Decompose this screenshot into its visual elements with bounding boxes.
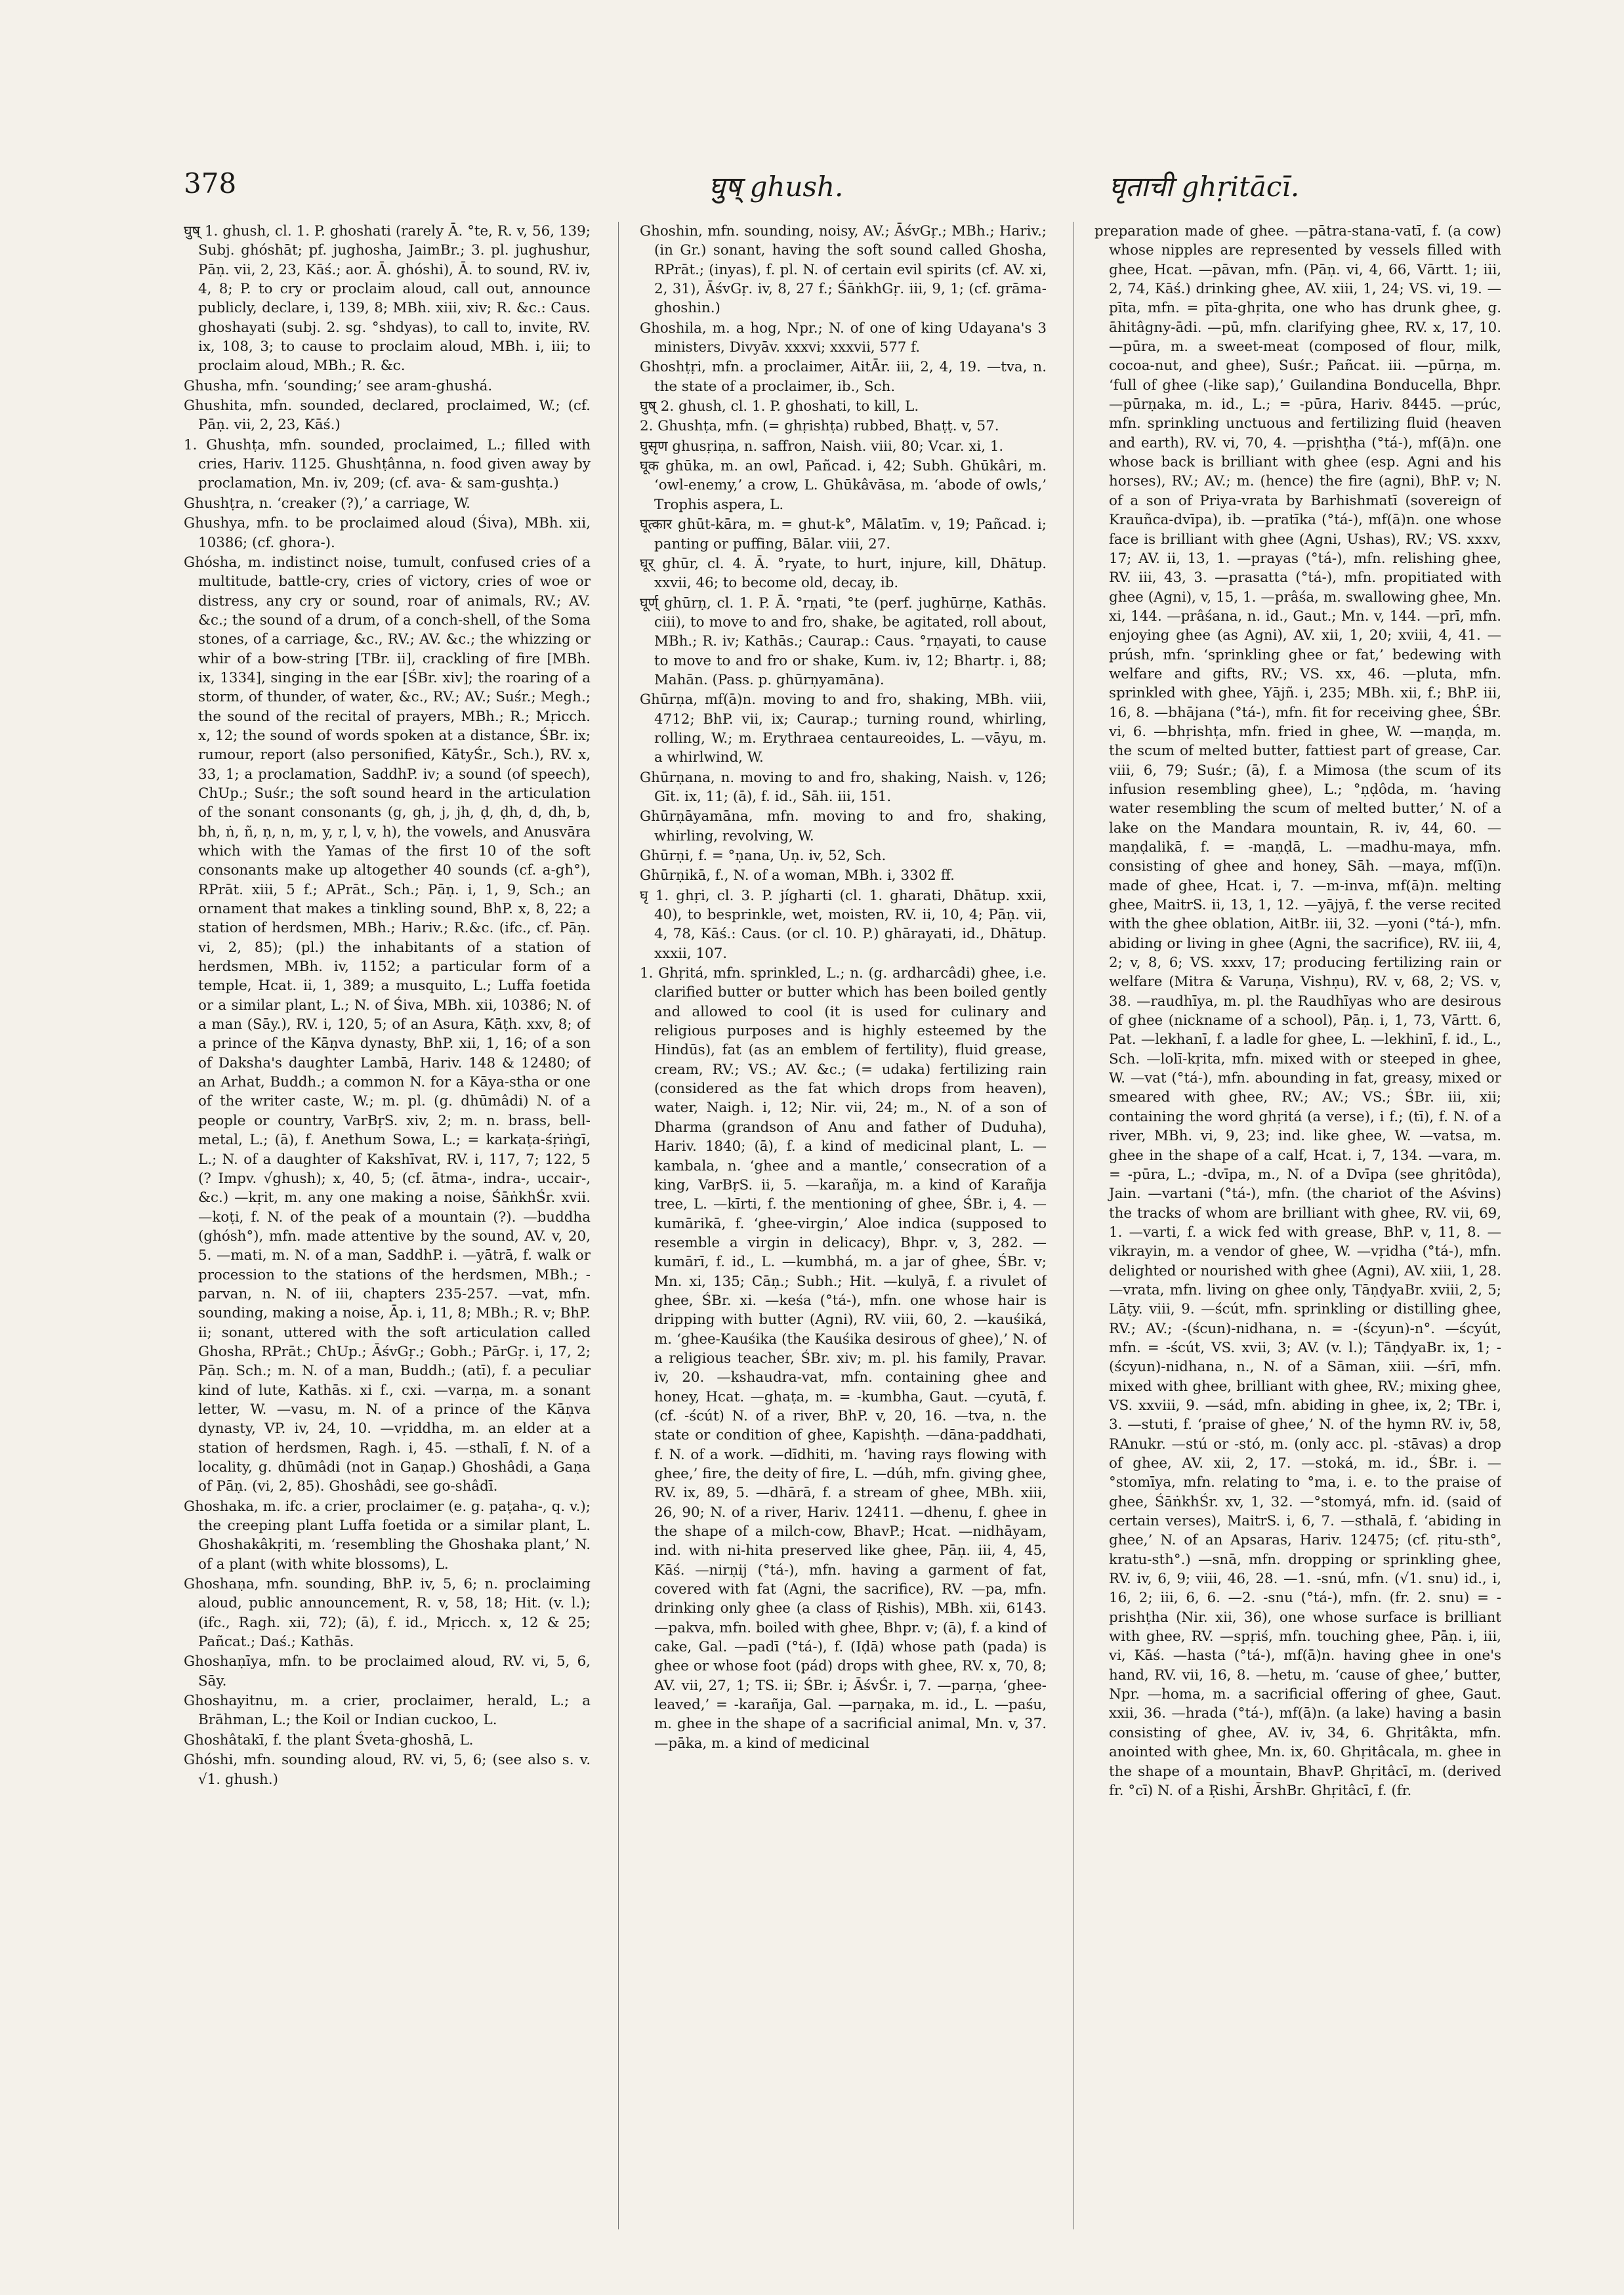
dictionary-entry: 1. Ghushṭa, mfn. sounded, proclaimed, L.; filled with cries, Hariv. 1125. Ghushṭânna, n. food given away by proclamation, Mn. iv, 209; (cf. ava- & sam-gushṭa.) bbox=[184, 436, 591, 492]
dictionary-entry: घुसृण ghusṛiṇa, n. saffron, Naish. viii, 80; Vcar. xi, 1. bbox=[640, 438, 1004, 455]
dictionary-entry: Ghóshi, mfn. sounding aloud, RV. vi, 5, 6; (see also s. v. √1. ghush.) bbox=[184, 1752, 591, 1788]
page-number: 378 bbox=[184, 167, 237, 199]
dictionary-entry: Ghūrṇi, f. = °ṇana, Uṇ. iv, 52, Sch. bbox=[640, 848, 886, 864]
dictionary-entry: घूर्ण् ghūrṇ, cl. 1. P. Ā. °rṇati, °te (perf. jughūrṇe, Kathās. ciii), to move to and fro, shake, be agitated, roll about, MBh.; R. iv; Kathās.; Caurap.: Caus. °rṇayati, to cause to move to and fro or shake, Kum. iv, 12; Bhartṛ. i, 88; Mahān. (Pass. p. ghūrṇyamāna). bbox=[640, 594, 1047, 688]
column-1 bbox=[184, 222, 591, 2229]
dictionary-entry: Ghoshaṇīya, mfn. to be proclaimed aloud, RV. vi, 5, 6, Sāy. bbox=[184, 1653, 591, 1689]
dictionary-entry: घुष् 2. ghush, cl. 1. P. ghoshati, to kill, L. bbox=[640, 398, 919, 415]
dictionary-entry: Ghushṭra, n. ‘creaker (?),’ a carriage, W. bbox=[184, 495, 470, 512]
dictionary-entry: preparation made of ghee. —pātra-stana-vatī, f. (a cow) whose nipples are represented by vessels filled with ghee, Hcat. —pāvan, mfn. (Pāṇ. vi, 4, 66, Vārtt. 1; iii, 2, 74, Kāś.) drinking ghee, AV. xiii, 1, 24; VS. vi, 19. —pīta, mfn. = pīta-ghṛita, one who has drunk ghee, g. āhitâgny-ādi. —pū, mfn. clarifying ghee, RV. x, 17, 10. —pūra, m. a sweet-meat (composed of flour, milk, cocoa-nut, and ghee), Suśr.; Pañcat. iii. —pūrṇa, m. ‘full of ghee (-like sap),’ Guilandina Bonducella, Bhpr. —pūrṇaka, m. id., L.; = -pūra, Hariv. 8445. —prúc, mfn. sprinkling unctuous and fertilizing fluid (heaven and earth), RV. vi, 70, 4. —pṛishṭha (°tá-), mf(ā)n. one whose back is brilliant with ghee (esp. Agni and his horses), RV.; AV.; m. (hence) the fire (agni), BhP. v; N. of a son of Priya-vrata by Barhishmatī (sovereign of Krauñca-dvīpa), ib. —pratīka (°tá-), mf(ā)n. one whose face is brilliant with ghee (Agni, Ushas), RV.; VS. xxxv, 17; AV. ii, 13, 1. —prayas (°tá-), mfn. relishing ghee, RV. iii, 43, 3. —prasatta (°tá-), mfn. propitiated with ghee (Agni), v, 15, 1. —prâśa, m. swallowing ghee, Mn. xi, 144. —prâśana, n. id., Gaut.; Mn. v, 144. —prī, mfn. enjoying ghee (as Agni), AV. xii, 1, 20; xviii, 4, 41. —prúsh, mfn. ‘sprinkling ghee or fat,’ bedewing with welfare and gifts, RV.; VS. xx, 46. —pluta, mfn. sprinkled with ghee, Yājñ. i, 235; MBh. xii, f.; BhP. iii, 16, 8. —bhājana (°tá-), mfn. fit for receiving ghee, ŚBr. vi, 6. —bhṛishṭa, mfn. fried in ghee, W. —maṇḍa, m. the scum of melted butter, fattiest part of grease, Car. viii, 6, 79; Suśr.; (ā), f. a Mimosa (the scum of its infusion resembling ghee), L.; °ṇḍôda, m. ‘having water resembling the scum of melted butter,’ N. of a lake on the Mandara mountain, R. iv, 44, 60. —maṇḍalikā, f. = -maṇḍā, L. —madhu-maya, mfn. consisting of ghee and honey, Sāh. —maya, mf(ī)n. made of ghee, Hcat. i, 7. —m-inva, mf(ā)n. melting ghee, MaitrS. ii, 13, 1, 12. —yājyā, f. the verse recited with the ghee oblation, AitBr. iii, 32. —yoni (°tá-), mfn. abiding or living in ghee (Agni, the sacrifice), RV. iii, 4, 2; v, 8, 6; VS. xxxv, 17; producing fertilizing rain or welfare (Mitra & Varuṇa, Vishṇu), RV. v, 68, 2; VS. v, 38. —raudhīya, m. pl. the Raudhīyas who are desirous of ghee (nickname of a school), Pāṇ. i, 1, 73, Vārtt. 6, Pat. —lekhanī, f. a ladle for ghee, L. —lekhinī, f. id., L., Sch. —lolī-kṛita, mfn. mixed with or steeped in ghee, W. —vat (°tá-), mfn. abounding in fat, greasy, mixed or smeared with ghee, RV.; AV.; VS.; ŚBr. iii, xii; containing the word ghṛitá (a verse), i f.; (tī), f. N. of a river, MBh. vi, 9, 23; ind. like ghee, W. —vatsa, m. ghee in the shape of a calf, Hcat. i, 7, 134. —vara, m. = -pūra, L.; -dvīpa, m., N. of a Dvīpa (see ghṛitôda), Jain. —vartani (°tá-), mfn. (the chariot of the Aśvins) the tracks of whom are brilliant with ghee, RV. vii, 69, 1. —varti, f. a wick fed with grease, BhP. v, 11, 8. —vikrayin, m. a vendor of ghee, W. —vṛidha (°tá-), mfn. delighted or nourished with ghee (Agni), AV. xiii, 1, 28. —vrata, mfn. living on ghee only, TāṇḍyaBr. xviii, 2, 5; Lāṭy. viii, 9. —ścút, mfn. sprinkling or distilling ghee, RV.; AV.; -(ścun)-nidhana, n. = -(ścyun)-n°. —ścyút, mfn. = -ścút, VS. xvii, 3; AV. (v. l.); TāṇḍyaBr. ix, 1; -(ścyun)-nidhana, n., N. of a Sāman, xiii. —śrī, mfn. mixed with ghee, brilliant with ghee, RV.; mixing ghee, VS. xxviii, 9. —sád, mfn. abiding in ghee, ix, 2; TBr. i, 3. —stuti, f. ‘praise of ghee,’ N. of the hymn RV. iv, 58, RAnukr. —stú or -stó, m. (only acc. pl. -stāvas) a drop of ghee, AV. xii, 2, 17. —stoká, m. id., ŚBr. i. —°stomīya, mfn. relating to °ma, i. e. to the praise of ghee, ŚāṅkhŚr. xv, 1, 32. —°stomyá, mfn. id. (said of certain verses), MaitrS. i, 6, 7. —sthalā, f. ‘abiding in ghee,’ N. of an Apsaras, Hariv. 12475; (cf. ṛitu-sth°, kratu-sth°.) —snā, mfn. dropping or sprinkling ghee, RV. iv, 6, 9; viii, 46, 28. —1. -snú, mfn. (√1. snu) id., i, 16, 2; iii, 6, 6. —2. -snu (°tá-), mfn. (fr. 2. snu) = -prishṭha (Nir. xii, 36), one whose surface is brilliant with ghee, RV. —spṛiś, mfn. touching ghee, Pāṇ. i, iii, vi, Kāś. —hasta (°tá-), mf(ā)n. having ghee in one's hand, RV. vii, 16, 8. —hetu, m. ‘cause of ghee,’ butter, Npr. —homa, m. a sacrificial offering of ghee, Gaut. xxii, 36. —hrada (°tá-), mf(ā)n. (a lake) having a basin consisting of ghee, AV. iv, 34, 6. Ghṛitâkta, mfn. anointed with ghee, Mn. ix, 60. Ghṛitâcala, m. ghee in the shape of a mountain, BhavP. Ghṛitâcī, m. (derived fr. °cī) N. of a Ṛishi, ĀrshBr. Ghṛitâcī, f. (fr. bbox=[1094, 223, 1501, 1799]
dictionary-entry: Ghoshin, mfn. sounding, noisy, AV.; ĀśvGṛ.; MBh.; Hariv.; (in Gr.) sonant, having the soft sound called Ghosha, RPrāt.; (inyas), f. pl. N. of certain evil spirits (cf. AV. xi, 2, 31), ĀśvGṛ. iv, 8, 27 f.; ŚāṅkhGṛ. iii, 9, 1; (cf. grāma-ghoshin.) bbox=[640, 223, 1047, 317]
dictionary-entry: 2. Ghushṭa, mfn. (= ghṛishṭa) rubbed, Bhaṭṭ. v, 57. bbox=[640, 418, 999, 435]
dictionary-entry: Ghoshṭṛi, mfn. a proclaimer, AitĀr. iii, 2, 4, 19. —tva, n. the state of a proclaimer, ib., Sch. bbox=[640, 359, 1047, 395]
dictionary-entry: Ghoshayitnu, m. a crier, proclaimer, herald, L.; a Brāhman, L.; the Koil or Indian cuckoo, L. bbox=[184, 1693, 591, 1729]
dictionary-entry: Ghūrṇana, n. moving to and fro, shaking, Naish. v, 126; Gīt. ix, 11; (ā), f. id., Sāh. iii, 151. bbox=[640, 769, 1047, 805]
dictionary-entry: 1. Ghṛitá, mfn. sprinkled, L.; n. (g. ardharcâdi) ghee, i.e. clarified butter or butter which has been boiled gently and allowed to cool (it is used for culinary and religious purposes and is highly esteemed by the Hindūs), fat (as an emblem of fertility), fluid grease, cream, RV.; VS.; AV. &c.; (= udaka) fertilizing rain (considered as the fat which drops from heaven), water, Naigh. i, 12; Nir. vii, 24; m., N. of a son of Dharma (grandson of Anu and father of Duduha), Hariv. 1840; (ā), f. a kind of medicinal plant, L. —kambala, n. ‘ghee and a mantle,’ consecration of a king, VarBṛS. ii, 5. —karañja, m. a kind of Karañja tree, L. —kīrti, f. the mentioning of ghee, ŚBr. i, 4. —kumārikā, f. ‘ghee-virgin,’ Aloe indica (supposed to resemble a virgin in delicacy), Bhpr. v, 3, 282. —kumārī, f. id., L. —kumbhá, m. a jar of ghee, ŚBr. v; Mn. xi, 135; Cāṇ.; Subh.; Hit. —kulyā, f. a rivulet of ghee, ŚBr. xi. —keśa (°tá-), mfn. one whose hair is dripping with butter (Agni), RV. viii, 60, 2. —kauśiká, m. ‘ghee-Kauśika (the Kauśika desirous of ghee),’ N. of a religious teacher, ŚBr. xiv; m. pl. his family, Pravar. iv, 20. —kshaudra-vat, mfn. containing ghee and honey, Hcat. —ghaṭa, m. = -kumbha, Gaut. —cyutā, f. (cf. -ścút) N. of a river, BhP. v, 20, 16. —tva, n. the state or condition of ghee, Kapishṭh. —dāna-paddhati, f. N. of a work. —dīdhiti, m. ‘having rays flowing with ghee,’ fire, the deity of fire, L. —dúh, mfn. giving ghee, RV. ix, 89, 5. —dhārā, f. a stream of ghee, MBh. xiii, 26, 90; N. of a river, Hariv. 12411. —dhenu, f. ghee in the shape of a milch-cow, BhavP.; Hcat. —nidhāyam, ind. with ni-hita preserved like ghee, Pāṇ. iii, 4, 45, Kāś. —nirṇij (°tá-), mfn. having a garment of fat, covered with fat (Agni, the sacrifice), RV. —pa, mfn. drinking only ghee (a class of Ṛishis), MBh. xii, 6143. —pakva, mfn. boiled with ghee, Bhpr. v; (ā), f. a kind of cake, Gal. —padī (°tá-), f. (Iḍā) whose path (pada) is ghee or whose foot (pád) drops with ghee, RV. x, 70, 8; AV. vii, 27, 1; TS. ii; ŚBr. i; ĀśvŚr. i, 7. —parṇa, ‘ghee-leaved,’ = -karañja, Gal. —parṇaka, m. id., L. —paśu, m. ghee in the shape of a sacrificial animal, Mn. v, 37. —pāka, m. a kind of medicinal bbox=[640, 965, 1047, 1752]
dictionary-entry: Ghósha, m. indistinct noise, tumult, confused cries of a multitude, battle-cry, cries of victory, cries of woe or distress, any cry or sound, roar of animals, RV.; AV. &c.; the sound of a drum, of a conch-shell, of the Soma stones, of a carriage, &c., RV.; AV. &c.; the whizzing or whir of a bow-string [TBr. ii], crackling of fire [MBh. ix, 1334], singing in the ear [ŚBr. xiv]; the roaring of a storm, of thunder, of water, &c., RV.; AV.; Suśr.; Megh.; the sound of the recital of prayers, MBh.; R.; Mṛicch. x, 12; the sound of words spoken at a distance, ŚBr. ix; rumour, report (also personified, KātyŚr., Sch.), RV. x, 33, 1; a proclamation, SaddhP. iv; a sound (of speech), ChUp.; Suśr.; the soft sound heard in the articulation of the sonant consonants (g, gh, j, jh, ḍ, ḍh, d, dh, b, bh, ṅ, ñ, ṇ, n, m, y, r, l, v, h), the vowels, and Anusvāra which with the Yamas of the first 10 of the soft consonants make up altogether 40 sounds (cf. a-gh°), RPrāt. xiii, 5 f.; APrāt., Sch.; Pāṇ. i, 1, 9, Sch.; an ornament that makes a tinkling sound, BhP. x, 8, 22; a station of herdsmen, MBh.; Hariv.; R.&c. (ifc., cf. Pāṇ. vi, 2, 85); (pl.) the inhabitants of a station of herdsmen, MBh. iv, 1152; a particular form of a temple, Hcat. ii, 1, 389; a musquito, L.; Luffa foetida or a similar plant, L.; N. of Śiva, MBh. xii, 10386; N. of a man (Sāy.), RV. i, 120, 5; of an Asura, Kāṭh. xxv, 8; of a prince of the Kāṇva dynasty, BhP. xii, 1, 16; of a son of Daksha's daughter Lambā, Hariv. 148 & 12480; of an Arhat, Buddh.; a common N. for a Kāya-stha or one of the writer caste, W.; m. pl. (g. dhūmâdi) N. of a people or country, VarBṛS. xiv, 2; m. n. brass, bell-metal, L.; (ā), f. Anethum Sowa, L.; = karkaṭa-śṛiṅgī, L.; N. of a daughter of Kakshīvat, RV. i, 117, 7; 122, 5 (? Impv. √ghush); x, 40, 5; (cf. ātma-, indra-, uccair-, &c.) —kṛit, m. any one making a noise, ŚāṅkhŚr. xvii. —koṭi, f. N. of the peak of a mountain (?). —buddha (ghósh°), mfn. made attentive by the sound, AV. v, 20, 5. —mati, m. N. of a man, SaddhP. i. —yātrā, f. walk or procession to the stations of the herdsmen, MBh.; -parvan, n. N. of iii, chapters 235-257. —vat, mfn. sounding, making a noise, Āp. i, 11, 8; MBh.; R. v; BhP. ii; sonant, uttered with the soft articulation called Ghosha, RPrāt.; ChUp.; ĀśvGṛ.; Gobh.; PārGṛ. i, 17, 2; Pāṇ. Sch.; m. N. of a man, Buddh.; (atī), f. a peculiar kind of lute, Kathās. xi f., cxi. —varṇa, m. a sonant letter, W. —vasu, m. N. of a prince of the Kāṇva dynasty, VP. iv, 24, 10. —vṛiddha, m. an elder at a station of herdsmen, Ragh. i, 45. —sthalī, f. N. of a locality, g. dhūmâdi (not in Gaṇap.) Ghoshâdi, a Gaṇa of Pāṇ. (vi, 2, 85). Ghoshâdi, see go-shâdī. bbox=[184, 554, 591, 1495]
right-running-head: घृताची ghṛitācī. bbox=[1109, 171, 1300, 203]
dictionary-entry: घृ 1. ghṛi, cl. 3. P. jígharti (cl. 1. gharati, Dhātup. xxii, 40), to besprinkle, wet, moisten, RV. ii, 10, 4; Pāṇ. vii, 4, 78, Kāś.: Caus. (or cl. 10. P.) ghārayati, id., Dhātup. xxxii, 107. bbox=[640, 887, 1047, 962]
column-divider bbox=[1073, 222, 1074, 2229]
dictionary-entry: Ghoshaka, m. ifc. a crier, proclaimer (e. g. paṭaha-, q. v.); the creeping plant Luffa foetida or a similar plant, L. Ghoshakâkṛiti, m. ‘resembling the Ghoshaka plant,’ N. of a plant (with white blossoms), L. bbox=[184, 1498, 591, 1573]
dictionary-entry: Ghusha, mfn. ‘sounding;’ see aram-ghushá. bbox=[184, 377, 493, 394]
dictionary-entry: Ghoshaṇa, mfn. sounding, BhP. iv, 5, 6; n. proclaiming aloud, public announcement, R. v, 58, 18; Hit. (v. l.); (ifc., Ragh. xii, 72); (ā), f. id., Mṛicch. x, 12 & 25; Pañcat.; Daś.; Kathās. bbox=[184, 1576, 591, 1651]
dictionary-entry: Ghushita, mfn. sounded, declared, proclaimed, W.; (cf. Pāṇ. vii, 2, 23, Kāś.) bbox=[184, 398, 591, 434]
column-2 bbox=[640, 222, 1047, 2229]
dictionary-entry: घुष् 1. ghush, cl. 1. P. ghoshati (rarely Ā. °te, R. v, 56, 139; Subj. ghóshāt; pf. jughosha, JaimBr.; 3. pl. jughushur, Pāṇ. vii, 2, 23, Kāś.; aor. Ā. ghóshi), Ā. to sound, RV. iv, 4, 8; P. to cry or proclaim aloud, call out, announce publicly, declare, i, 139, 8; MBh. xiii, xiv; R. &c.: Caus. ghoshayati (subj. 2. sg. °shdyas), to call to, invite, RV. ix, 108, 3; to cause to proclaim aloud, MBh. i, iii; to proclaim aloud, MBh.; R. &c. bbox=[184, 223, 591, 375]
dictionary-entry: Ghūrṇikā, f., N. of a woman, MBh. i, 3302 ff. bbox=[640, 867, 955, 884]
dictionary-entry: Ghushya, mfn. to be proclaimed aloud (Śiva), MBh. xii, 10386; (cf. ghora-). bbox=[184, 515, 591, 551]
dictionary-entry: घूत्कार ghūt-kāra, m. = ghut-k°, Mālatīm. v, 19; Pañcad. i; panting or puffing, Bālar. viii, 27. bbox=[640, 516, 1047, 552]
dictionary-entry: Ghūrṇa, mf(ā)n. moving to and fro, shaking, MBh. viii, 4712; BhP. vii, ix; Caurap.; turning round, whirling, rolling, W.; m. Erythraea centaureoides, L. —vāyu, m. a whirlwind, W. bbox=[640, 692, 1047, 766]
dictionary-entry: Ghūrṇāyamāna, mfn. moving to and fro, shaking, whirling, revolving, W. bbox=[640, 808, 1047, 844]
dictionary-entry: घूक ghūka, m. an owl, Pañcad. i, 42; Subh. Ghūkâri, m. ‘owl-enemy,’ a crow, L. Ghūkâvāsa, m. ‘abode of owls,’ Trophis aspera, L. bbox=[640, 458, 1047, 513]
dictionary-entry: Ghoshila, m. a hog, Npr.; N. of one of king Udayana's 3 ministers, Divyāv. xxxvi; xxxvii, 577 f. bbox=[640, 320, 1047, 356]
dictionary-entry: घूर् ghūr, cl. 4. Ā. °ryate, to hurt, injure, kill, Dhātup. xxvii, 46; to become old, decay, ib. bbox=[640, 555, 1047, 592]
dictionary-entry: Ghoshâtakī, f. the plant Śveta-ghoshā, L. bbox=[184, 1731, 474, 1748]
column-3 bbox=[1094, 222, 1501, 2229]
column-divider bbox=[618, 222, 619, 2229]
left-running-head: घुष् ghush. bbox=[709, 171, 844, 203]
